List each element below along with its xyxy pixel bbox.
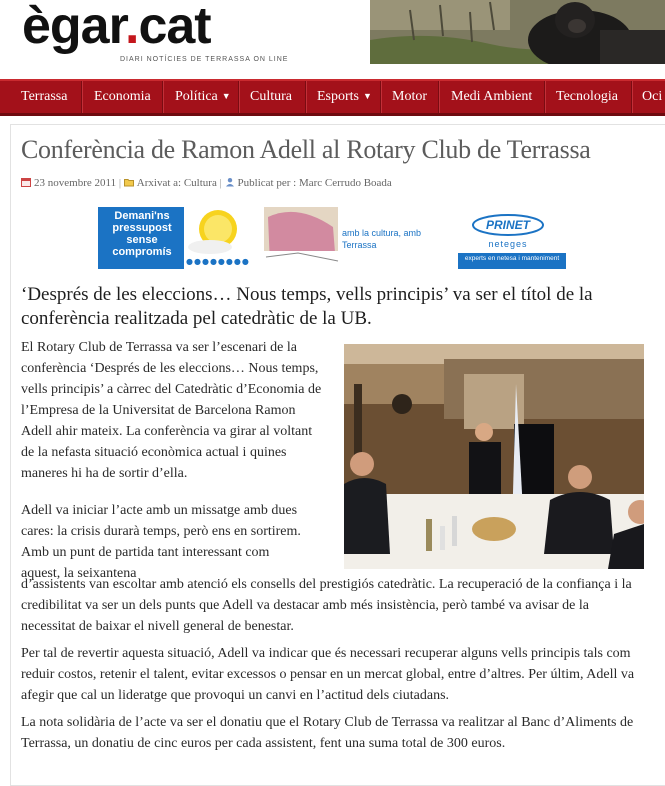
nav-item-economia[interactable]: Economia	[94, 89, 151, 104]
user-icon	[225, 177, 235, 187]
chevron-down-icon: ▼	[363, 91, 372, 101]
archived-label: Arxivat a:	[136, 177, 182, 189]
nav-divider	[631, 81, 633, 113]
article-meta: 23 novembre 2011 | Arxivat a: Cultura | Publicat per : Marc Cerrudo Boada	[21, 177, 641, 189]
site-header	[0, 0, 665, 72]
main-navigation	[0, 79, 665, 116]
nav-divider	[380, 81, 382, 113]
site-tagline: DIARI NOTÍCIES DE TERRASSA ON LINE	[120, 56, 289, 63]
nav-item-oci[interactable]: Oci	[642, 89, 663, 104]
article-paragraph-2b: d’assistents van escoltar amb atenció els consells del prestigiós catedràtic. La recuperació de la confiança i la credibilitat va ser un dels punts que Adell va destacar amb més insistència, però també va avisar de la necessitat de baixar el nivell general de benestar.	[21, 577, 632, 634]
nav-item-cultura[interactable]: Cultura	[250, 89, 292, 104]
article-paragraph-4: La nota solidària de l’acte va ser el donatiu que el Rotary Club de Terrassa va realitzar al Banc d’Aliments de Terrassa, un donatiu de cinc euros per cada assistent, fent una suma total de 300 euros.	[21, 715, 634, 751]
article-title[interactable]: Conferència de Ramon Adell al Rotary Club de Terrassa	[21, 135, 591, 164]
conference-photo	[344, 344, 644, 569]
nav-item-tecnologia[interactable]: Tecnologia	[556, 89, 618, 104]
ad-brand: PRINET	[485, 218, 530, 232]
site-logo[interactable]: ègar.cat	[22, 0, 211, 55]
nav-item-esports[interactable]: Esports ▼	[317, 81, 372, 113]
nav-divider	[162, 81, 164, 113]
ad-dots: ●●●●●●●●	[186, 257, 250, 266]
nav-item-medi-ambient[interactable]: Medi Ambient	[451, 89, 533, 104]
nav-divider	[544, 81, 546, 113]
ad-banner[interactable]	[98, 207, 566, 269]
ad-brand-sub: neteges	[488, 239, 528, 249]
article-paragraph-3: Per tal de revertir aquesta situació, Adell va indicar que és necessari recuperar alguns vells principis tals com reduir costos, retenir el talent, evitar excessos o pensar en un mercat global, entre d’altres. Per últim, Adell va afegir que cal un lideratge que provoqui un canvi en l’actitud dels ciutadans.	[21, 646, 635, 703]
article-paragraph-1: El Rotary Club de Terrassa va ser l’escenari de la conferència ‘Després de les eleccions… Nous temps, vells principis’ a càrrec del Catedràtic d’Economia de l’Empresa de la Universitat de Barcelona Ramon Adell ahir mateix. La conferència va girar al voltant de la nefasta situació econòmica actual i quines maneres hi ha de sortir d’ella.	[21, 340, 322, 481]
article-lede: ‘Després de les eleccions… Nous temps, vells principis’ va ser el títol de la conferència realitzada pel catedràtic de la UB.	[21, 284, 593, 329]
calendar-icon	[21, 177, 31, 187]
published-label: Publicat per :	[237, 177, 297, 189]
ad-left-text: Demani'ns pressupost sense compromís	[112, 210, 172, 258]
nav-item-motor[interactable]: Motor	[392, 89, 427, 104]
gorilla-photo	[370, 0, 665, 64]
nav-item-terrassa[interactable]: Terrassa	[21, 89, 68, 104]
nav-divider	[305, 81, 307, 113]
nav-divider	[438, 81, 440, 113]
nav-item-politica[interactable]: Política ▼	[175, 81, 231, 113]
article-paragraph-2a: Adell va iniciar l’acte amb un missatge amb dues cares: la crisis durarà temps, però ens en sortirem. Amb un punt de partida tant interessant com aquest, la seixantena	[21, 503, 301, 581]
ad-middle-text: amb la cultura, amb Terrassa	[342, 228, 422, 250]
nav-divider	[81, 81, 83, 113]
article-photo[interactable]	[344, 344, 644, 569]
nav-divider	[238, 81, 240, 113]
chevron-down-icon: ▼	[221, 91, 231, 101]
ad-slogan: experts en netesa i manteniment	[464, 255, 560, 262]
header-banner-image	[370, 0, 665, 64]
category-link[interactable]: Cultura	[183, 177, 217, 189]
article-date: 23 novembre 2011	[34, 177, 117, 189]
folder-icon	[124, 177, 134, 187]
author-name[interactable]: Marc Cerrudo Boada	[298, 177, 392, 189]
